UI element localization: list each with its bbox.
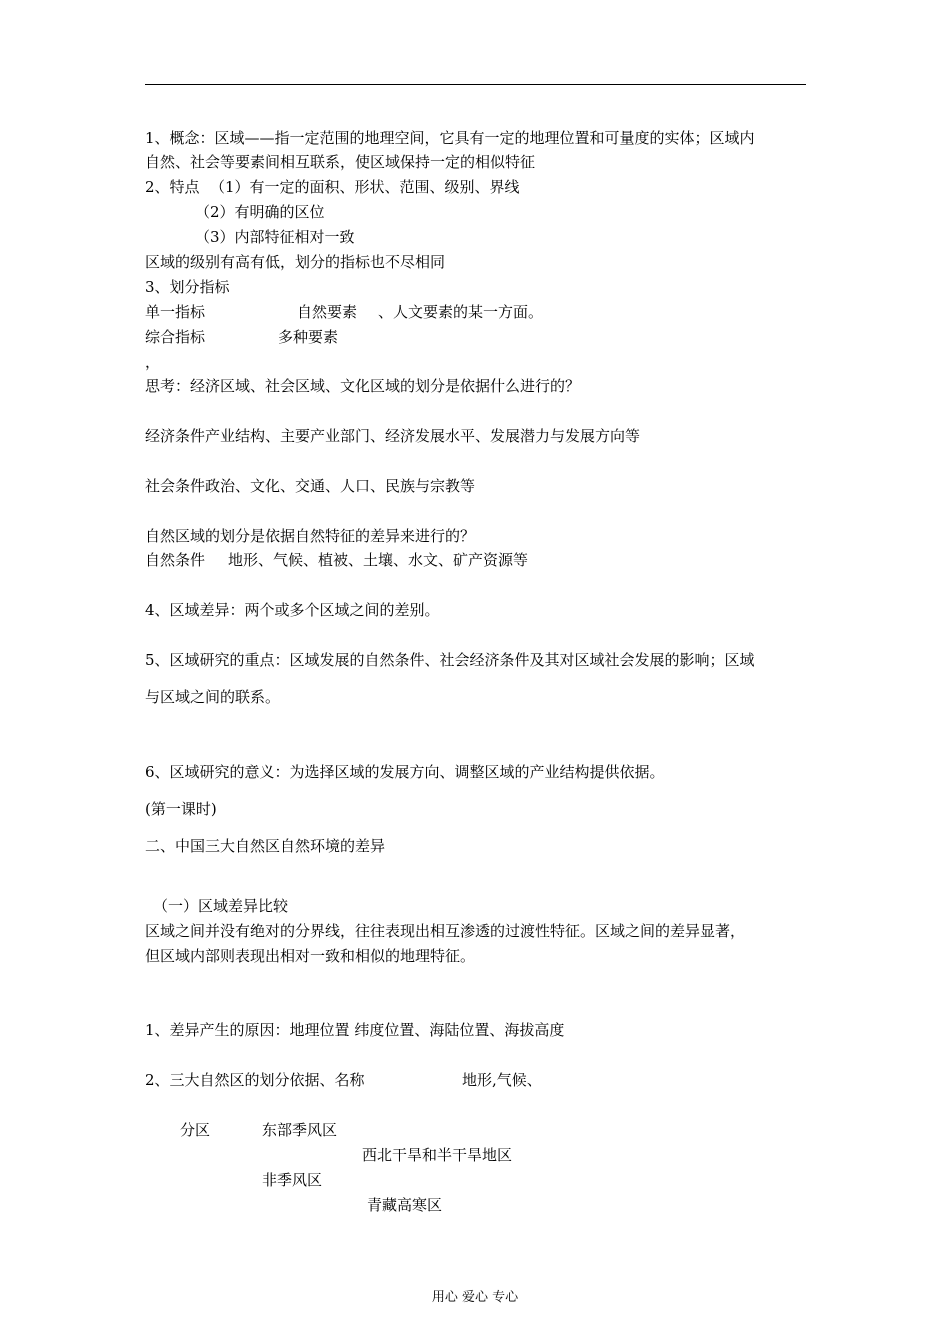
page-footer: 用心 爱心 专心 <box>431 1290 519 1305</box>
single-indicator-human: 、人文要素的某一方面。 <box>378 303 544 321</box>
natural-region-question: 自然区域的划分是依据自然特征的差异来进行的？ <box>145 527 476 545</box>
natural-conditions-value: 地形、气候、植被、土壤、水文、矿产资源等 <box>228 551 529 569</box>
features-heading: 2、特点 <box>145 178 200 196</box>
zone-east-monsoon: 东部季风区 <box>262 1121 338 1139</box>
research-focus-line-2: 与区域之间的联系。 <box>145 688 281 706</box>
composite-indicator-label: 综合指标 <box>145 328 206 346</box>
research-significance: 6、区域研究的意义：为选择区域的发展方向、调整区域的产业结构提供依据。 <box>145 763 665 781</box>
header-rule <box>145 84 806 85</box>
composite-indicator-value: 多种要素 <box>278 328 339 346</box>
research-focus-line-1: 5、区域研究的重点：区域发展的自然条件、社会经济条件及其对区域社会发展的影响；区域 <box>145 651 755 669</box>
regional-difference: 4、区域差异：两个或多个区域之间的差别。 <box>145 601 440 619</box>
difference-causes: 1、差异产生的原因：地理位置 纬度位置、海陆位置、海拔高度 <box>145 1021 565 1039</box>
indicator-heading: 3、划分指标 <box>145 278 230 296</box>
concept-line-2: 自然、社会等要素间相互联系，使区域保持一定的相似特征 <box>145 153 536 171</box>
first-lesson: (第一课时) <box>145 800 217 818</box>
feature-2: （2）有明确的区位 <box>195 203 325 221</box>
boundary-paragraph-line-2: 但区域内部则表现出相对一致和相似的地理特征。 <box>145 947 476 965</box>
zone-qinghai-tibet: 青藏高寒区 <box>367 1196 443 1214</box>
stray-comma: ， <box>145 353 161 371</box>
zone-northwest-arid: 西北干旱和半干旱地区 <box>362 1146 513 1164</box>
social-conditions: 社会条件政治、文化、交通、人口、民族与宗教等 <box>145 477 476 495</box>
level-note: 区域的级别有高有低，划分的指标也不尽相同 <box>145 253 446 271</box>
subsection-one-heading: （一）区域差异比较 <box>153 897 289 915</box>
section-two-heading: 二、中国三大自然区自然环境的差异 <box>145 837 386 855</box>
single-indicator-natural: 自然要素 <box>297 303 358 321</box>
zone-label: 分区 <box>180 1121 211 1139</box>
single-indicator-label: 单一指标 <box>145 303 206 321</box>
economic-conditions: 经济条件产业结构、主要产业部门、经济发展水平、发展潜力与发展方向等 <box>145 427 641 445</box>
division-basis-label: 2、三大自然区的划分依据、名称 <box>145 1071 365 1089</box>
think-question: 思考：经济区域、社会区域、文化区域的划分是依据什么进行的？ <box>145 377 581 395</box>
boundary-paragraph-line-1: 区域之间并没有绝对的分界线，往往表现出相互渗透的过渡性特征。区域之间的差异显著， <box>145 922 746 940</box>
concept-line-1: 1、概念：区域——指一定范围的地理空间，它具有一定的地理位置和可量度的实体；区域内 <box>145 129 755 147</box>
feature-1: （1）有一定的面积、形状、范围、级别、界线 <box>210 178 520 196</box>
natural-conditions-label: 自然条件 <box>145 551 206 569</box>
zone-non-monsoon: 非季风区 <box>262 1171 323 1189</box>
division-basis-value: 地形,气候、 <box>462 1071 542 1089</box>
feature-3: （3）内部特征相对一致 <box>195 228 355 246</box>
